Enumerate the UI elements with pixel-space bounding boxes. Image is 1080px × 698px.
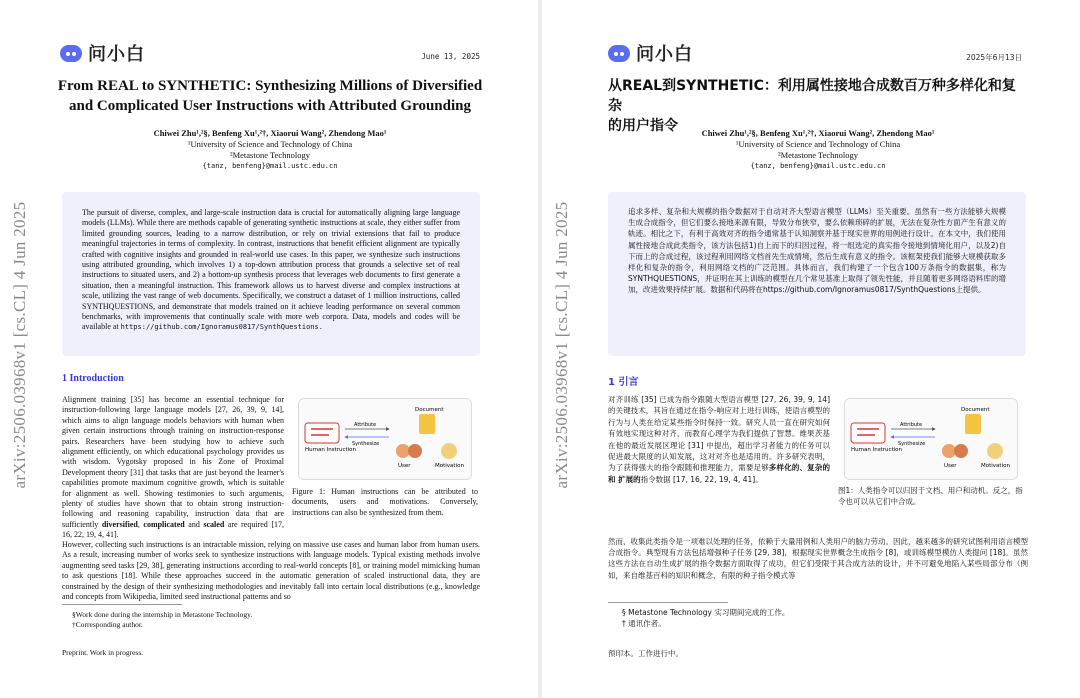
- label-human-instruction-zh: Human Instruction: [851, 447, 903, 453]
- paper-title: [50, 76, 490, 116]
- figure-1-zh: [844, 398, 1018, 480]
- label-document: Document: [415, 407, 444, 413]
- footnote-rule: [62, 604, 182, 605]
- brand-name: 问小白: [88, 44, 145, 65]
- paper-date-zh: 2025年6月13日: [966, 53, 1022, 62]
- footnote-1: §Work done during the internship in Metastone Technology.: [72, 610, 253, 619]
- abstract-body-zh: 追求多样、复杂和大规模的指令数据对于自动对齐大型语言模型（LLMs）至关重要。虽然有一些方法能够大规模生成合成指令，但它们要么接地来源有限，导致分布狭窄，要么依赖琐碎的扩展，无法在复杂性方面产生有意义的轨迹。相比之下，有利于高效对齐的指令通常基于认知洞察并基于现实世界的用例进行设计。在本文中，我们使用属性接地合成此类指令，该方法包括1)自上而下的归因过程，将一组选定的真实指令接地到情境化用户，以及2)自下而上的合成过程，该过程利用网络文档首先生成情境，然后生成有意义的指令。该框架使我们能够大规模获取多样化和复杂的指令，利用网络文档的广泛范围。具体而言，我们构建了一个包含100万条指令的数据集，称为SYNTHQUESTIONS，并证明在其上训练的模型在几个常见基准上取得了领先性能，并且随着更多网络语料库的增加，改进效果持续扩展。数据和代码将在: [628, 207, 1006, 295]
- intro-column: [62, 395, 284, 541]
- abstract-link[interactable]: https://github.com/Ignoramus0817/SynthQuestions.: [120, 323, 323, 332]
- label-synthesize-zh: Synthesize: [898, 441, 926, 447]
- intro-comma: ,: [137, 519, 144, 529]
- abstract-box: [62, 192, 480, 356]
- figure-1: [298, 398, 472, 480]
- label-document-zh: Document: [961, 407, 990, 413]
- lightbulb-icon: [987, 443, 1003, 459]
- robot-icon: [60, 45, 82, 62]
- label-motivation-zh: Motivation: [981, 463, 1010, 469]
- figure-diagram-zh: [845, 399, 1017, 479]
- author-names: Chiwei Zhu¹,²§, Benfeng Xu¹,²†, Xiaorui Wang², Zhendong Mao¹: [153, 128, 387, 138]
- title-line-1-zh: 从REAL到SYNTHETIC：利用属性接地合成数百万种多样化和复杂: [608, 78, 1016, 114]
- intro-text: Alignment training [35] has become an essential technique for instruction-following large language models [27, 26, 39, 9, 14], which aims to align language models behaviors with human when given certain instructions through training on instruction-response pairs. Researchers have been studying how to achieve such alignment efficiently, on which educational psychology provides us with wisdom. Vygotsky proposed in his Zone of Proximal Development theory [31] that tasks that are just beyond the learner's capabilities promote maximum cognitive growth, which is suitable for alignment as well. Showing testimonies to such arguments, plenty of studies have shown that to obtain strong instruction-following and reasoning capability, instruction data that are sufficiently: [62, 395, 284, 529]
- affiliation-1: ¹University of Science and Technology of China: [187, 139, 353, 149]
- brand-logo: [60, 40, 145, 66]
- intro-bold-complicated: complicated: [143, 519, 185, 529]
- label-attribute-zh: Attribute: [900, 422, 923, 428]
- section-heading-zh: 1 引言: [608, 377, 639, 388]
- label-attribute: Attribute: [354, 422, 377, 428]
- brand-logo-zh: [608, 40, 693, 66]
- footnote-2-zh: † 通讯作者。: [622, 619, 666, 628]
- footnote-1-zh: § Metastone Technology 实习期间完成的工作。: [622, 608, 790, 617]
- intro-citations: are required [17, 16, 22, 19, 4, 41].: [62, 519, 284, 540]
- label-user-zh: User: [944, 463, 957, 469]
- intro-column-zh: [608, 394, 830, 485]
- author-names-zh: Chiwei Zhu¹,²§, Benfeng Xu¹,²†, Xiaorui Wang², Zhendong Mao¹: [701, 128, 935, 138]
- paper-date: June 13, 2025: [421, 52, 480, 61]
- intro-text-zh: 对齐训练 [35] 已成为指令跟随大型语言模型 [27, 26, 39, 9, 14] 的关键技术，其旨在通过在指令-响应对上进行训练，使语言模型的行为与人类在给定某些指令时保持一致。研究人员一直在研究如何有效地实现这种对齐，而教育心理学为我们提供了智慧。维果茨基在他的最近发展区理论 [31] 中提出，超出学习者能力的任务可以促进最大限度的认知发展，这对对齐也是适用的。许多研究表明，为了获得强大的指令跟随和推理能力，需要足够: [608, 395, 830, 473]
- intro-and: and: [184, 519, 204, 529]
- intro-paragraph-2-zh: 然而，收集此类指令是一项难以处理的任务，依赖于大量用例和人类用户的脑力劳动。因此，越来越多的研究试图利用语言模型合成指令。典型现有方法包括增强种子任务 [29, 38]，根据现实世界概念生成指令 [8]，或训练模型模仿人类提问 [18]。虽然这些方法在自动生成扩展的指令数据方面取得了成功，但它们受限于其合成方法的设计，并不可避免地陷入某些局部分布（例如，来自维基百科的知识和概念、有限的种子指令模式等: [608, 537, 1028, 580]
- human-instruction-box: [305, 423, 339, 443]
- page-english: [0, 0, 538, 698]
- affiliation-1-zh: ¹University of Science and Technology of China: [735, 139, 901, 149]
- brand-name-zh: 问小白: [636, 44, 693, 65]
- title-line-2-zh: 的用户指令: [608, 118, 678, 134]
- affiliation-2: ²Metastone Technology: [230, 150, 310, 160]
- intro-bold-zh: 多样化的、复杂的和 扩展的: [608, 463, 830, 484]
- intro-paragraph-2: However, collecting such instructions is an intractable mission, relying on massive use cases and human labor from human users. As a result, increasing number of works seek to synthesize instructions with language models. Typical existing methods involve augmenting seed tasks [29, 38], generating instructions according to real-world concepts [8], or training model mimicking human to ask questions [18]. While these approaches succeed in the automatic generation of scaled instructional data, they are constrained by the design of their synthesizing methodologies and inevitably fall into certain local distributions (e.g., knowledge and concepts from Wikipedia, limited seed instructional patterns and so: [62, 540, 480, 602]
- label-synthesize: Synthesize: [352, 441, 380, 447]
- abstract-box-zh: [608, 192, 1026, 356]
- abstract-text-zh: [608, 192, 1026, 296]
- abstract-text: [62, 192, 480, 333]
- figure-diagram: [299, 399, 471, 479]
- affiliation-2-zh: ²Metastone Technology: [778, 150, 858, 160]
- document-icon: [965, 414, 981, 434]
- human-instruction-box: [851, 423, 885, 443]
- user-icon: [396, 444, 410, 458]
- author-email: {tanz, benfeng}@mail.ustc.edu.cn: [202, 162, 338, 170]
- document-icon: [419, 414, 435, 434]
- intro-bold-diversified: diversified: [101, 519, 138, 529]
- abstract-link-zh[interactable]: https://github.com/Ignoramus0817/SynthQuestions上提供。: [763, 285, 986, 295]
- abstract-body: The pursuit of diverse, complex, and large-scale instruction data is crucial for automatically aligning large language models (LLMs). While there are methods capable of generating synthetic instructions at scale, they either suffer from limited grounding sources, leading to a narrow distribution, or rely on trivial extensions that fail to produce meaningful trajectories in terms of complexity. In contrast, instructions that benefit efficient alignment are typically crafted with cognitive insights and grounded in real-world use cases. In this paper, we synthesize such instructions using attributed grounding, which involves 1) a top-down attribution process that grounds a selective set of real instructions to situated users, and 2) a bottom-up synthesis process that leverages web documents to first generate a situation, then a meaningful instruction. This framework allows us to harvest diverse and complex instructions at scale, utilizing the vast range of web documents. Specifically, we construct a dataset of 1 million instructions, called SYNTHQUESTIONS, and demonstrate that models trained on it achieve leading performance on several common benchmarks, with improvements that continually scale with more web corpora. Data, models and codes will be available at: [82, 208, 460, 332]
- lightbulb-icon: [441, 443, 457, 459]
- label-motivation: Motivation: [435, 463, 464, 469]
- page-chinese: [542, 0, 1080, 698]
- author-block-zh: [608, 128, 1028, 172]
- label-user: User: [398, 463, 411, 469]
- author-email-zh: {tanz, benfeng}@mail.ustc.edu.cn: [750, 162, 886, 170]
- footnote-rule-zh: [608, 602, 728, 603]
- page-footer: Preprint. Work in progress.: [62, 648, 144, 657]
- arxiv-stamp: arXiv:2506.03968v1 [cs.CL] 4 Jun 2025: [10, 201, 29, 489]
- intro-bold-scaled: scaled: [203, 519, 225, 529]
- section-heading: 1 Introduction: [62, 373, 124, 384]
- arxiv-stamp-zh: arXiv:2506.03968v1 [cs.CL] 4 Jun 2025: [552, 201, 571, 489]
- user-icon: [942, 444, 956, 458]
- footnote-2: †Corresponding author.: [72, 620, 143, 629]
- intro-citations-zh: 指令数据 [17, 16, 22, 19, 4, 41]。: [640, 474, 763, 484]
- page-footer-zh: 预印本。工作进行中。: [608, 649, 683, 658]
- paper-title-zh: [608, 76, 1028, 136]
- label-human-instruction: Human Instruction: [305, 447, 357, 453]
- title-line-2: and Complicated User Instructions with Attributed Grounding: [69, 98, 471, 114]
- figure-caption-zh: 图1：人类指令可以归因于文档、用户和动机。反之，指令也可以从它们中合成。: [838, 486, 1023, 506]
- robot-icon: [608, 45, 630, 62]
- figure-caption: Figure 1: Human instructions can be attributed to documents, users and motivations. Conversely, instructions can also be synthesized from them.: [292, 487, 478, 517]
- title-line-1: From REAL to SYNTHETIC: Synthesizing Millions of Diversified: [57, 78, 483, 94]
- author-block: [60, 128, 480, 172]
